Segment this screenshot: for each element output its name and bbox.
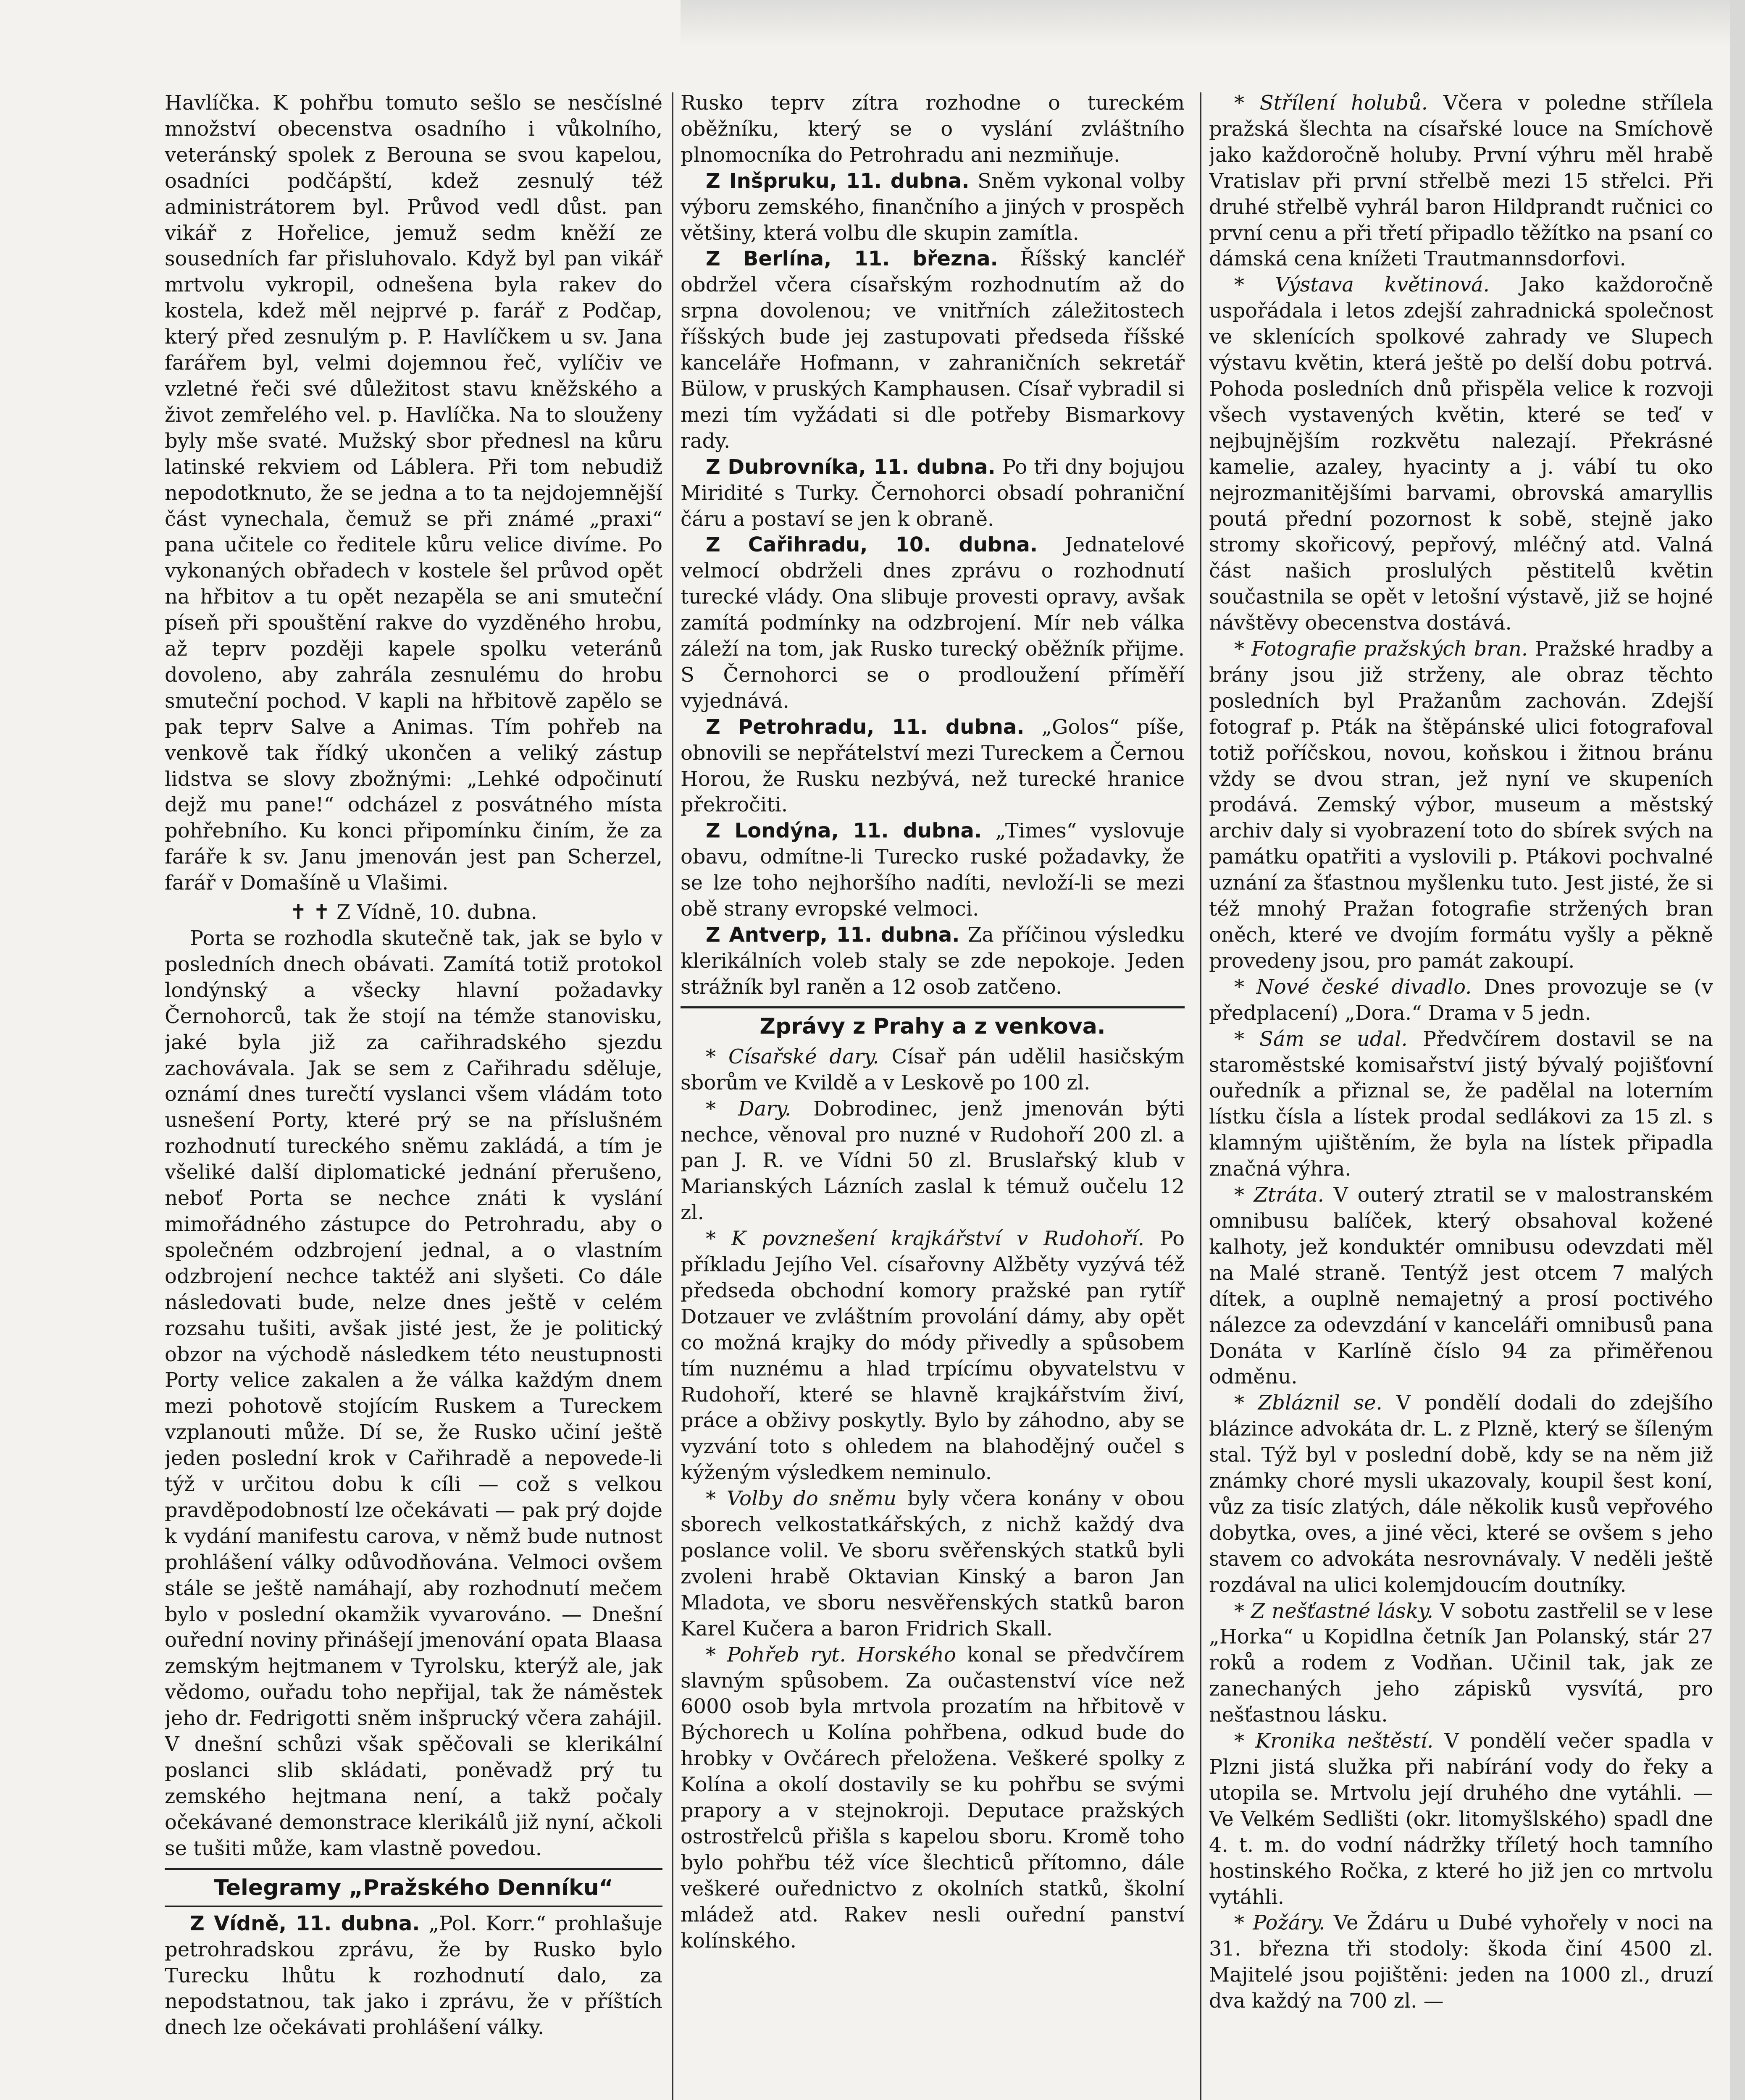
- telegram-dateline: Z Vídně, 11. dubna.: [190, 1911, 420, 1935]
- news-text: V pondělí dodali do zdejšího blázince advokáta dr. L. z Plzně, který se šíleným stal. Týž byl v poslední době, kdy se na něm již známky choré mysli ukazovaly, koupil šest koní, vůz za tisíc zlatých, dále několik kusů vepřového dobytka, oves, a jiné věci, které se ovšem s jeho stavem co advokáta nesrovnávaly. V neděli ještě rozdával na ulici kolemjdoucím doutníky.: [1209, 1391, 1713, 1597]
- news-title: Sám se udal.: [1259, 1027, 1408, 1051]
- article-havlicek-funeral: Havlíčka. K pohřbu tomuto sešlo se nesčíslné množství obecenstva osadního i vůkolního, veteránský spolek z Berouna se svou kapelou, osadníci podčápští, kdež zesnulý též administrátorem byl. Průvod vedl důst. pan vikář z Hořelice, jemuž sedm kněží ze sousedních far přisluhovalo. Když byl pan vikář mrtvolu vykropil, odnešena byla rakev do kostela, kdež měl nejprvé p. farář z Podčap, který před zesnulým p. P. Havlíčkem u sv. Jana farářem byl, velmi dojemnou řeč, vylíčiv ve vzletné řeči své důležitost stavu kněžského a život zemřelého vel. p. Havlíčka. Na to slouženy byly mše svaté. Mužský sbor přednesl na kůru latinské rekviem od Láblera. Při tom nebudiž nepodotknuto, že se jedna a to ta nejdojemnější část vynechala, čemuž se při známé „praxi“ pana učitele co ředitele kůru velice divíme. Po vykonaných obřadech v kostele šel průvod opět na hřbitov a tu opět nezapěla se ani smuteční píseň při spouštění rakve do vyzděného hrobu, až teprv později kapele spolku veteránů dovoleno, aby zahrála zesnulému do hrobu smuteční pochod. V kapli na hřbitově zapělo se pak teprv Salve a Animas. Tím pohřeb na venkově tak řídký ukončen a veliký zástup lidstva se slovy zbožnými: „Lehké odpočinutí dejž mu pane!“ odcházel z posvátného místa pohřebního. Ku konci připomínku činím, že za faráře k sv. Janu jmenován jest pan Scherzel, farář v Domašíně u Vlašimi.: [165, 91, 662, 895]
- telegram-dateline: Z Berlína, 11. března.: [706, 247, 998, 271]
- telegram-text: Za příčinou výsledku klerikálních voleb staly se zde nepokoje. Jeden strážník byl raněn a 12 osob zatčeno.: [681, 923, 1185, 999]
- telegrams-heading: Telegramy „Pražského Denníku“: [214, 1875, 613, 1900]
- telegram-text: Říšský kancléř obdržel včera císařským rozhodnutím až do srpna dovolenou; ve vnitřních záležitostech říšských bude jej zastupovati předseda říšské kanceláře Hofmann, v zahraničních sekretář Bülow, v pruských Kamphausen. Císař vybradil si mezi tím vyžádati si dle potřeby Bismarkovy rady.: [681, 247, 1185, 453]
- news-title: Ztráta.: [1254, 1183, 1324, 1207]
- section-rule: [681, 1006, 1185, 1008]
- news-title: Požáry.: [1253, 1911, 1325, 1935]
- telegram-text: „Golos“ píše, obnovili se nepřátelství mezi Tureckem a Černou Horou, že Rusku nezbývá, než turecké hranice překročiti.: [681, 715, 1185, 817]
- news-title: Císařské dary.: [728, 1045, 879, 1068]
- news-text: Jako každoročně uspořádala i letos zdejší zahradnická společnost ve sklenících spolkové zahrady ve Slupech výstavu květin, která ještě po delší dobu potrvá. Pohoda posledních dnů přispěla velice k rozvoji všech vystavených květin, které se teď v nejbujnějším rozkvětu nalezají. Překrásné kamelie, azaley, hyacinty a j. vábí tu oko nejrozmanitějšími barvami, obrovská amaryllis poutá přední pozornost k sobě, stejně jako stromy skořicový, pepřový, mléčný atd. Valná část našich proslulých pěstitelů květin součastnila se opět v letošní výstavě, již se hojné návštěvy obecenstva dostává.: [1209, 273, 1713, 635]
- news-text: Po příkladu Jejího Vel. císařovny Alžběty vyzývá též předseda obchodní komory pražské pan rytíř Dotzauer ve zvláštním provolání dámy, aby opět co možná krajky do módy přivedly a spůsobem tím nuznému a hlad trpícímu obyvatelstvu v Rudohoří, které se hlavně krajkářstvím živí, práce a obživy poskytly. Bylo by záhodno, aby se vyzvání toto s ohledem na blahodějný oučel s kýženým výsledkem neminulo.: [681, 1227, 1185, 1485]
- telegram-text: „Times“ vyslovuje obavu, odmítne-li Turecko ruské požadavky, že se lze toho nejhoršího nadíti, nevloží-li se mezi obě strany evropské velmoci.: [681, 819, 1185, 921]
- telegram-text: Jednatelové velmocí obdrželi dnes zprávu o rozhodnutí turecké vlády. Ona slibuje provesti opravy, avšak zamítá podmínky na odzbrojení. Mír neb válka záleží na tom, jak Rusko turecký oběžník přijme. S Černohorci se o prodloužení příměří vyjednává.: [681, 533, 1185, 713]
- scan-edge: [1730, 0, 1745, 2100]
- news-text: Včera v poledne střílela pražská šlechta na císařské louce na Smíchově jako každoročně holuby. První výhru měl hrabě Vratislav při první střelbě mezi 15 střelci. Při druhé střelbě vyhrál baron Hildprandt ručnici co první cenu a při třetí připadlo těžítko na psaní co dámská cena knížeti Trautmannsdorfovi.: [1209, 91, 1713, 271]
- news-text: Dnes provozuje se (v předplacení) „Dora.“ Drama v 5 jedn.: [1209, 975, 1713, 1025]
- section-rule: [165, 1906, 662, 1907]
- news-text: V outerý ztratil se v malostranském omnibusu balíček, který obsahoval kožené kalhoty, jež konduktér omnibusu odevzdati měl na Malé straně. Tentýž jest otcem 7 malých dítek, a ouplně nemajetný a prosí poctivého nálezce za odevzdání v kanceláři omnibusů pana Donáta v Karlíně číslo 94 za přiměřenou odměnu.: [1209, 1183, 1713, 1389]
- article-porta: Porta se rozhodla skutečně tak, jak se bylo v posledních dnech obávati. Zamítá totiž protokol londýnský a všecky hlavní požadavky Černohorců, tak že stojí na témže stanovisku, jaké byla již za cařihradského sjezdu zachovávala. Jak se sem z Cařihradu sděluje, oznámí dnes turečtí vyslanci všem vládám toto usnešení Porty, které prý se na příslušném rozhodnutí tureckého sněmu zakládá, a tím je všeliké další diplomatické jednání přerušeno, neboť Porta se nechce znáti k vyslání mimořádného zástupce do Petrohradu, aby o společném odzbrojení jednal, a o vlastním odzbrojení nechce taktéž ani slyšeti. Co dále následovati bude, nelze dnes ještě v celém rozsahu tušiti, avšak jisté jest, že je politický obzor na východě následkem této neustupnosti Porty velice zakalen a že válka každým dnem mezi pohotově stojícím Ruskem a Tureckem vzplanouti může. Dí se, že Rusko učiní ještě jeden poslední krok v Cařihradě a nepovede-li týž v určitou dobu k cíli — což s velkou pravděpodobností lze očekávati — pak prý dojde k vydání manifestu carova, v němž bude nutnost prohlášení války odůvodňována. Velmoci ovšem stále se ještě namáhají, aby rozhodnutí mečem bylo v poslední okamžik vyvarováno. — Dnešní ouřední noviny přinášejí jmenování opata Blaasa zemským hejtmanem v Tyrolsku, kterýž ale, jak vědomo, ouřadu toho nepřijal, tak že náměstek jeho dr. Fedrigotti sněm inšprucký včera zahájil. V dnešní schůzi však spěčovali se klerikální poslanci slib skládati, poněvadž prý tu zemského hejtmana není, a takž počaly očekávané demonstrace klerikálů již nyní, ačkoli se tušiti může, kam vlastně povedou.: [165, 927, 662, 1860]
- vienna-dateline: ✝ ✝ Z Vídně, 10. dubna.: [290, 900, 537, 924]
- telegram-text: „Pol. Korr.“ prohlašuje petrohradskou zprávu, že by Rusko bylo Turecku lhůtu k rozhodnutí dalo, za nepodstatnou, tak jako i zprávu, že v příštích dnech lze očekávati prohlášení války.: [165, 1911, 662, 2040]
- news-title: Kronika neštěstí.: [1255, 1729, 1434, 1753]
- column-rule: [672, 92, 673, 2100]
- news-text: V pondělí večer spadla v Plzni jistá služka při nabírání vody do řeky a utopila se. Mrtvolu její druhého dne vytáhli. — Ve Velkém Sedlišti (okr. litomyšlského) spadl dne 4. t. m. do vodní nádržky tříletý hoch tamního hostinského Ročka, z které ho již jen co mrtvolu vytáhli.: [1209, 1729, 1713, 1909]
- news-title: Volby do sněmu: [726, 1487, 897, 1511]
- news-title: Z nešťastné lásky.: [1251, 1599, 1434, 1623]
- news-title: K povznešení krajkářství v Rudohoří.: [731, 1227, 1144, 1251]
- telegram-dateline: Z Londýna, 11. dubna.: [706, 819, 982, 843]
- telegram-dateline: Z Cařihradu, 10. dubna.: [706, 533, 1038, 557]
- telegram-dateline: Z Dubrovníka, 11. dubna.: [706, 455, 996, 479]
- news-title: Fotografie pražských bran.: [1251, 637, 1528, 661]
- column-2: Rusko teprv zítra rozhodne o tureckém oběžníku, který se o vyslání zvláštního plnomocníka do Petrohradu ani nezmiňuje. Z Inšpruku, 11. dubna. Sněm vykonal volby výboru zemského, finančního a jiných v prospěch většiny, která volbu dle skupin zamítla. Z Berlína, 11. března. Říšský kancléř obdržel včera císařským rozhodnutím až do srpna dovolenou; ve vnitřních záležitostech říšských bude jej zastupovati předseda říšské kanceláře Hofmann, v zahraničních sekretář Bülow, v pruských Kamphausen. Císař vybradil si mezi tím vyžádati si dle potřeby Bismarkovy rady. Z Dubrovníka, 11. dubna. Po tři dny bojujou Miridité s Turky. Černohorci obsadí pohraniční čáru a postaví se jen k obraně. Z Cařihradu, 10. dubna. Jednatelové velmocí obdrželi dnes zprávu o rozhodnutí turecké vlády. Ona slibuje provesti opravy, avšak zamítá podmínky na odzbrojení. Mír neb válka záleží na tom, jak Rusko turecký oběžník přijme. S Černohorci se o prodloužení příměří vyjednává. Z Petrohradu, 11. dubna. „Golos“ píše, obnovili se nepřátelství mezi Tureckem a Černou Horou, že Rusku nezbývá, než turecké hranice překročiti. Z Londýna, 11. dubna. „Times“ vyslovuje obavu, odmítne-li Turecko ruské požadavky, že se lze toho nejhoršího nadíti, nevloží-li se mezi obě strany evropské velmoci. Z Antverp, 11. dubna. Za příčinou výsledku klerikálních voleb staly se zde nepokoje. Jeden strážník byl raněn a 12 osob zatčeno. Zprávy z Prahy a z venkova. * Císařské dary. Císař pán udělil hasičským sborům ve Kvildě a v Leskově po 100 zl. * Dary. Dobrodinec, jenž jmenován býti nechce, věnoval pro nuzné v Rudohoří 200 zl. a pan J. R. ve Vídni 50 zl. Bruslařský klub v Marianských Lázních zaslal k témuž oučelu 12 zl. * K povznešení krajkářství v Rudohoří. Po příkladu Jejího Vel. císařovny Alžběty vyzývá též předseda obchodní komory pražské pan rytíř Dotzauer ve zvláštním provolání dámy, aby opět co možná krajky do módy přivedly a spůsobem tím nuznému a hlad trpícímu obyvatelstvu v Rudohoří, které se hlavně krajkářstvím živí, práce a obživy poskytly. Bylo by záhodno, aby se vyzvání toto s ohledem na blahodějný oučel s kýženým výsledkem neminulo. * Volby do sněmu byly včera konány v obou sborech velkostatkářských, z nichž každý dva poslance volil. Ve sboru svěřenských statků byli zvoleni hrabě Oktavian Kinský a baron Jan Mladota, ve sboru nesvěřenských statků baron Karel Kučera a baron Fridrich Skall. * Pohřeb ryt. Horského konal se předvčírem slavným spůsobem. Za oučastenství více než 6000 osob byla mrtvola prozatím na hřbitově v Býchorech u Kolína pohřbena, odkud bude do hrobky v Ovčárech přeložena. Veškeré spolky z Kolína a okolí dostavily se ku pohřbu se svými prapory a v stejnokroji. Deputace pražských ostrostřelců přišla s kapelou sboru. Kromě toho bylo pohřbu též více šlechticů přítomno, dále veškeré ouřednictvo z okolních statků, školní mládež atd. Rakev nesli ouřední panství kolínského.: [681, 91, 1185, 1953]
- news-text: Dobrodinec, jenž jmenován býti nechce, věnoval pro nuzné v Rudohoří 200 zl. a pan J. R. ve Vídni 50 zl. Bruslařský klub v Marianských Lázních zaslal k témuž oučelu 12 zl.: [681, 1097, 1185, 1225]
- news-title: Střílení holubů.: [1259, 91, 1428, 115]
- news-title: Pohřeb ryt. Horského: [727, 1643, 956, 1667]
- local-news-heading: Zprávy z Prahy a z venkova.: [759, 1013, 1106, 1039]
- news-title: Dary.: [738, 1097, 791, 1121]
- news-title: Zbláznil se.: [1258, 1391, 1382, 1415]
- news-text: Císař pán udělil hasičským sborům ve Kvildě a v Leskově po 100 zl.: [681, 1045, 1185, 1095]
- telegram-dateline: Z Antverp, 11. dubna.: [706, 923, 960, 947]
- telegram-text: Po tři dny bojujou Miridité s Turky. Černohorci obsadí pohraniční čáru a postaví se jen k obraně.: [681, 455, 1185, 531]
- news-title: Výstava květinová.: [1275, 273, 1490, 297]
- news-text: konal se předvčírem slavným spůsobem. Za oučastenství více než 6000 osob byla mrtvola prozatím na hřbitově v Býchorech u Kolína pohřbena, odkud bude do hrobky v Ovčárech přeložena. Veškeré spolky z Kolína a okolí dostavily se ku pohřbu se svými prapory a v stejnokroji. Deputace pražských ostrostřelců přišla s kapelou sboru. Kromě toho bylo pohřbu též více šlechticů přítomno, dále veškeré ouřednictvo z okolních statků, školní mládež atd. Rakev nesli ouřední panství kolínského.: [681, 1643, 1185, 1953]
- news-title: Nové české divadlo.: [1256, 975, 1472, 999]
- column-rule: [1200, 92, 1201, 2100]
- news-text: V sobotu zastřelil se v lese „Horka“ u Kopidlna četník Jan Polanský, stár 27 roků a rodem z Vodňan. Učinil tak, jak ze zanechaných jeho zápisků vysvítá, pro nešťastnou lásku.: [1209, 1599, 1713, 1727]
- telegram-dateline: Z Inšpruku, 11. dubna.: [706, 169, 970, 193]
- column-1: [165, 90, 662, 2100]
- telegram-continued: Rusko teprv zítra rozhodne o tureckém oběžníku, který se o vyslání zvláštního plnomocníka do Petrohradu ani nezmiňuje.: [681, 91, 1185, 167]
- telegram-text: Sněm vykonal volby výboru zemského, finančního a jiných v prospěch většiny, která volbu dle skupin zamítla.: [681, 169, 1185, 245]
- news-text: Předvčírem dostavil se na staroměstské komisařství jistý bývalý pojišťovní ouředník a přiznal se, že padělal na loterním lístku čísla a lístek prodal sedlákovi za 15 zl. s klamným ujištěním, že byla na lístek připadla značná výhra.: [1209, 1027, 1713, 1181]
- news-text: Ve Ždáru u Dubé vyhořely v noci na 31. března tři stodoly: škoda činí 4500 zl. Majitelé jsou pojištěni: jeden na 1000 zl., druzí dva každý na 700 zl. —: [1209, 1911, 1713, 2013]
- column-3: * Střílení holubů. Včera v poledne střílela pražská šlechta na císařské louce na Smíchově jako každoročně holuby. První výhru měl hrabě Vratislav při první střelbě mezi 15 střelci. Při druhé střelbě vyhrál baron Hildprandt ručnici co první cenu a při třetí připadlo těžítko na psaní co dámská cena knížeti Trautmannsdorfovi. * Výstava květinová. Jako každoročně uspořádala i letos zdejší zahradnická společnost ve sklenících spolkové zahrady ve Slupech výstavu květin, která ještě po delší dobu potrvá. Pohoda posledních dnů přispěla velice k rozvoji všech vystavených květin, které se teď v nejbujnějším rozkvětu nalezají. Překrásné kamelie, azaley, hyacinty a j. vábí tu oko nejrozmanitějšími barvami, obrovská amaryllis poutá přední pozornost k sobě, stejně jako stromy skořicový, pepřový, mléčný atd. Valná část našich proslulých pěstitelů květin součastnila se opět v letošní výstavě, již se hojné návštěvy obecenstva dostává. * Fotografie pražských bran. Pražské hradby a brány jsou již strženy, ale obraz těchto posledních byl Pražanům zachován. Zdejší fotograf p. Pták na štěpánské ulici fotografoval totiž poříčskou, novou, koňskou i žitnou bránu vždy se dvou stran, jež nyní ve skupeních prodává. Zemský výbor, museum a městský archiv daly si vyobrazení toto do sbírek svých na památku opatřiti a vyslovili p. Ptákovi pochvalné uznání za šťastnou myšlenku tuto. Jest jisté, že si též mnohý Pražan fotografie stržených bran oněch, které ve dvojím formátu vyšly a pěkně provedeny jsou, pro památ zakoupí. * Nové české divadlo. Dnes provozuje se (v předplacení) „Dora.“ Drama v 5 jedn. * Sám se udal. Předvčírem dostavil se na staroměstské komisařství jistý bývalý pojišťovní ouředník a přiznal se, že padělal na loterním lístku čísla a lístek prodal sedlákovi za 15 zl. s klamným ujištěním, že byla na lístek připadla značná výhra. * Ztráta. V outerý ztratil se v malostranském omnibusu balíček, který obsahoval kožené kalhoty, jež konduktér omnibusu odevzdati měl na Malé straně. Tentýž jest otcem 7 malých dítek, a ouplně nemajetný a prosí poctivého nálezce za odevzdání v kanceláři omnibusů pana Donáta v Karlíně číslo 94 za přiměřenou odměnu. * Zbláznil se. V pondělí dodali do zdejšího blázince advokáta dr. L. z Plzně, který se šíleným stal. Týž byl v poslední době, kdy se na něm již známky choré mysli ukazovaly, koupil šest koní, vůz za tisíc zlatých, dále několik kusů vepřového dobytka, oves, a jiné věci, které se ovšem s jeho stavem co advokáta nesrovnávaly. V neděli ještě rozdával na ulici kolemjdoucím doutníky. * Z nešťastné lásky. V sobotu zastřelil se v lese „Horka“ u Kopidlna četník Jan Polanský, stár 27 roků a rodem z Vodňan. Učinil tak, jak ze zanechaných jeho zápisků vysvítá, pro nešťastnou lásku. * Kronika neštěstí. V pondělí večer spadla v Plzni jistá služka při nabírání vody do řeky a utopila se. Mrtvolu její druhého dne vytáhli. — Ve Velkém Sedlišti (okr. litomyšlského) spadl dne 4. t. m. do vodní nádržky tříletý hoch tamního hostinského Ročka, z které ho již jen co mrtvolu vytáhli. * Požáry. Ve Ždáru u Dubé vyhořely v noci na 31. března tři stodoly: škoda činí 4500 zl. Majitelé jsou pojištěni: jeden na 1000 zl., druzí dva každý na 700 zl. —: [1209, 91, 1713, 2013]
- news-text: byly včera konány v obou sborech velkostatkářských, z nichž každý dva poslance volil. Ve sboru svěřenských statků byli zvoleni hrabě Oktavian Kinský a baron Jan Mladota, ve sboru nesvěřenských statků baron Karel Kučera a baron Fridrich Skall.: [681, 1487, 1185, 1641]
- section-rule: [165, 1868, 662, 1870]
- scan-shadow: [681, 0, 1743, 46]
- news-text: Pražské hradby a brány jsou již strženy, ale obraz těchto posledních byl Pražanům zachován. Zdejší fotograf p. Pták na štěpánské ulici fotografoval totiž poříčskou, novou, koňskou i žitnou bránu vždy se dvou stran, jež nyní ve skupeních prodává. Zemský výbor, museum a městský archiv daly si vyobrazení toto do sbírek svých na památku opatřiti a vyslovili p. Ptákovi pochvalné uznání za šťastnou myšlenku tuto. Jest jisté, že si též mnohý Pražan fotografie stržených bran oněch, které ve dvojím formátu vyšly a pěkně provedeny jsou, pro památ zakoupí.: [1209, 637, 1713, 973]
- telegram-dateline: Z Petrohradu, 11. dubna.: [706, 715, 1025, 739]
